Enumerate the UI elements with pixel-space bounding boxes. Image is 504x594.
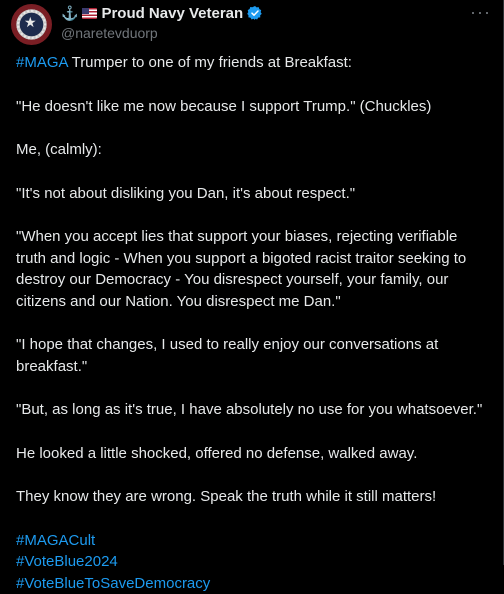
paragraph-9: They know they are wrong. Speak the truth while it still matters!	[16, 486, 491, 508]
hashtag-magacult[interactable]: #MAGACult	[16, 530, 491, 552]
star-icon: ★	[24, 15, 37, 29]
paragraph-7: "But, as long as it's true, I have absolutely no use for you whatsoever."	[16, 399, 491, 421]
verified-badge-icon[interactable]	[247, 5, 263, 21]
paragraph-5: "When you accept lies that support your biases, rejecting verifiable truth and logic - When you support a bigoted racist traitor seeking to destroy our Democracy - You disrespect yourself, your family, our citizens and our Nation. You disrespect me Dan."	[16, 226, 491, 312]
paragraph-6: "I hope that changes, I used to really enjoy our conversations at breakfast."	[16, 334, 491, 377]
author-handle[interactable]: @naretevduorp	[61, 25, 463, 41]
hashtag-list	[16, 530, 491, 594]
paragraph-2: "He doesn't like me now because I support Trump." (Chuckles)	[16, 96, 491, 118]
paragraph-1	[16, 52, 491, 74]
more-options-icon[interactable]: ···	[470, 6, 491, 18]
paragraph-3: Me, (calmly):	[16, 139, 491, 161]
avatar[interactable]	[11, 4, 52, 45]
post-header	[61, 3, 463, 43]
post-body	[16, 52, 491, 594]
us-flag-icon	[82, 8, 97, 19]
paragraph-1-text: Trumper to one of my friends at Breakfast:	[68, 54, 352, 71]
anchor-icon: ⚓	[61, 6, 78, 20]
paragraph-8: He looked a little shocked, offered no defense, walked away.	[16, 443, 491, 465]
display-name[interactable]: Proud Navy Veteran	[101, 5, 243, 22]
paragraph-4: "It's not about disliking you Dan, it's about respect."	[16, 183, 491, 205]
hashtag-maga[interactable]: #MAGA	[16, 54, 68, 71]
hashtag-votebluetosavedemocracy[interactable]: #VoteBlueToSaveDemocracy	[16, 573, 491, 594]
hashtag-voteblue2024[interactable]: #VoteBlue2024	[16, 551, 491, 573]
name-row	[61, 3, 463, 23]
